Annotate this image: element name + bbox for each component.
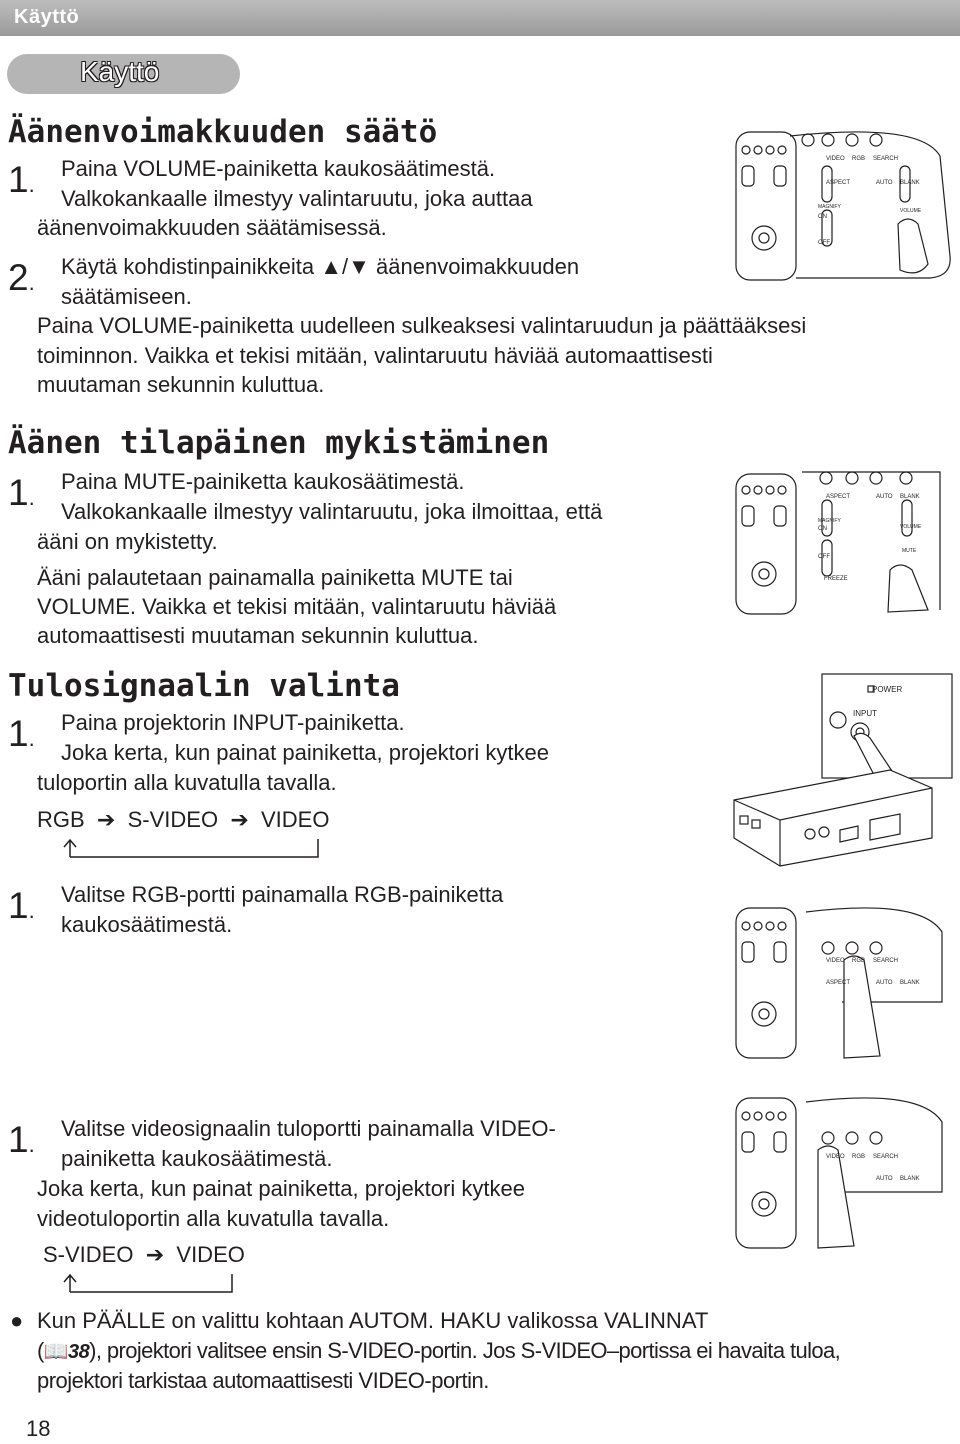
remote-video-label: VIDEO: [826, 156, 845, 162]
volume-step1-number: 1.: [8, 159, 35, 200]
remote-volume-illustration: [730, 126, 958, 284]
mute-step1-number: 1.: [8, 472, 35, 513]
video-cycle-return-arrow: [56, 1270, 242, 1300]
input-heading: Tulosignaalin valinta: [8, 668, 400, 704]
projector-power-label: POWER: [872, 685, 903, 694]
cycle-svideo: S-VIDEO: [127, 807, 219, 832]
mute-step1-line3: ääni on mykistetty.: [37, 529, 218, 554]
remote-rgb-label: RGB: [852, 156, 866, 162]
mute-step1-line4: Ääni palautetaan painamalla painiketta MUTE tai: [37, 565, 513, 590]
note-line2-text: ), projektori valitsee ensin S-VIDEO-portin. Jos S-VIDEO–portissa ei havaita tuloa,: [89, 1338, 841, 1363]
book-icon: 📖: [43, 1341, 69, 1363]
note-line1: Kun PÄÄLLE on valittu kohtaan AUTOM. HAKU valikossa VALINNAT: [37, 1308, 709, 1333]
video-cycle-video: VIDEO: [176, 1242, 245, 1267]
volume-step2-line4: toiminnon. Vaikka et tekisi mitään, valintaruutu häviää automaattisesti: [37, 343, 713, 368]
input-step1-line3: tuloportin alla kuvatulla tavalla.: [37, 770, 337, 795]
rgb-step-line1: Valitse RGB-portti painamalla RGB-painiketta: [61, 882, 504, 907]
remote-auto-label: AUTO: [876, 180, 893, 186]
video-cycle-svideo: S-VIDEO: [43, 1242, 134, 1267]
remote2-on-label: ON: [818, 526, 827, 532]
remote-rgb-illustration: [730, 902, 958, 1062]
note-page-ref[interactable]: 38: [68, 1341, 90, 1363]
remote3-rgb-label: RGB: [852, 958, 866, 964]
remote-magnify-label: MAGNIFY: [818, 204, 841, 210]
note-line3: projektori tarkistaa automaattisesti VIDEO-portin.: [37, 1368, 489, 1393]
cycle-arrow-icon: ➔: [139, 1242, 171, 1267]
remote2-freeze-label: FREEZE: [824, 576, 848, 582]
input-step1-number: 1.: [8, 713, 35, 754]
section-header-bar: [0, 0, 960, 36]
volume-step1-line1: Paina VOLUME-painiketta kaukosäätimestä.: [61, 156, 496, 181]
remote2-blank-label: BLANK: [900, 494, 920, 500]
cycle-rgb: RGB: [37, 807, 85, 832]
input-step1-line2: Joka kerta, kun painat painiketta, projektori kytkee: [61, 740, 549, 765]
remote2-magnify-label: MAGNIFY: [818, 518, 841, 524]
remote4-video-label: VIDEO: [826, 1154, 845, 1160]
input-step1-line1: Paina projektorin INPUT-painiketta.: [61, 710, 405, 735]
remote-search-label: SEARCH: [873, 156, 899, 162]
video-step-line4: videotuloportin alla kuvatulla tavalla.: [37, 1206, 390, 1231]
remote-video-illustration: [730, 1092, 958, 1252]
volume-step2-number: 2.: [8, 257, 35, 298]
remote2-mute-label: MUTE: [902, 548, 917, 554]
note-bullet-icon: ●: [10, 1308, 24, 1333]
volume-step2-line3: Paina VOLUME-painiketta uudelleen sulkeaksesi valintaruudun ja päättääksesi: [37, 313, 807, 338]
remote-on-label: ON: [818, 214, 827, 220]
remote-blank-label: BLANK: [900, 180, 920, 186]
rgb-step-number: 1.: [8, 885, 35, 926]
video-step-line3: Joka kerta, kun painat painiketta, projektori kytkee: [37, 1176, 525, 1201]
remote4-rgb-label: RGB: [852, 1154, 866, 1160]
mute-step1-line1: Paina MUTE-painiketta kaukosäätimestä.: [61, 469, 465, 494]
remote4-auto-label: AUTO: [876, 1176, 893, 1182]
remote4-search-label: SEARCH: [873, 1154, 899, 1160]
input-cycle: [37, 805, 329, 835]
volume-step2-line2: säätämiseen.: [61, 284, 192, 309]
rgb-step-line2: kaukosäätimestä.: [61, 912, 233, 937]
cycle-return-arrow: [56, 835, 326, 865]
volume-heading: Äänenvoimakkuuden säätö: [8, 114, 438, 150]
mute-heading: Äänen tilapäinen mykistäminen: [8, 425, 550, 461]
page-number: 18: [26, 1416, 51, 1441]
mute-step1-line6: automaattisesti muutaman sekunnin kuluttua.: [37, 623, 479, 648]
remote3-auto-label: AUTO: [876, 980, 893, 986]
section-label: Käyttö: [14, 6, 80, 28]
video-step-line1: Valitse videosignaalin tuloportti painamalla VIDEO-: [61, 1116, 556, 1141]
projector-input-label: INPUT: [853, 709, 877, 718]
remote3-video-label: VIDEO: [826, 958, 845, 964]
cycle-arrow-icon: ➔: [224, 807, 255, 832]
volume-step2-line5: muutaman sekunnin kuluttua.: [37, 372, 325, 397]
cycle-video: VIDEO: [261, 807, 330, 832]
remote-aspect-label: ASPECT: [826, 180, 851, 186]
remote-volume-label: VOLUME: [900, 208, 922, 214]
mute-step1-line5: VOLUME. Vaikka et tekisi mitään, valintaruutu häviää: [37, 594, 557, 619]
remote2-auto-label: AUTO: [876, 494, 893, 500]
remote3-aspect-label: ASPECT: [826, 980, 851, 986]
cycle-arrow-icon: ➔: [90, 807, 122, 832]
remote2-aspect-label: ASPECT: [826, 494, 851, 500]
volume-step2-line1: Käytä kohdistinpainikkeita ▲/▼ äänenvoimakkuuden: [61, 254, 580, 279]
remote4-blank-label: BLANK: [900, 1176, 920, 1182]
video-step-line2: painiketta kaukosäätimestä.: [61, 1146, 333, 1171]
video-step-number: 1.: [8, 1119, 35, 1160]
chapter-title: Käyttö: [80, 56, 160, 87]
remote3-blank-label: BLANK: [900, 980, 920, 986]
remote2-volume-label: VOLUME: [900, 524, 922, 530]
remote2-off-label: OFF: [818, 554, 830, 560]
remote-off-label: OFF: [818, 240, 830, 246]
projector-illustration: [720, 670, 958, 890]
remote3-search-label: SEARCH: [873, 958, 899, 964]
volume-step1-line2: Valkokankaalle ilmestyy valintaruutu, joka auttaa: [61, 186, 533, 211]
note-line2: (📖38), projektori valitsee ensin S-VIDEO-portin. Jos S-VIDEO–portissa ei havaita tuloa,: [37, 1338, 841, 1363]
video-cycle: [43, 1240, 245, 1270]
mute-step1-line2: Valkokankaalle ilmestyy valintaruutu, joka ilmoittaa, että: [61, 499, 603, 524]
remote-mute-illustration: [730, 470, 958, 618]
volume-step1-line3: äänenvoimakkuuden säätämisessä.: [37, 215, 387, 240]
